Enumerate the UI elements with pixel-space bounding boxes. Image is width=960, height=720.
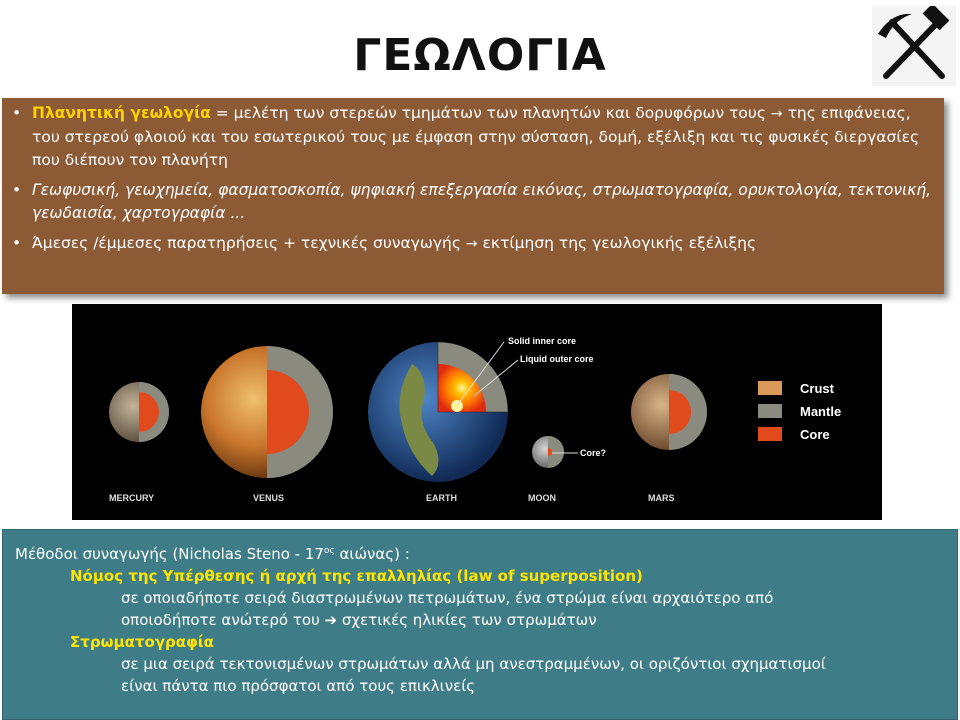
- legend-swatch-core: [758, 427, 782, 441]
- mercury-cutaway: [109, 382, 169, 442]
- methods-heading: Μέθοδοι συναγωγής (Nicholas Steno - $17^{o\varsigma}$ αιώνας) :: [15, 545, 410, 563]
- earth-cutaway: [368, 342, 508, 482]
- legend-core: Core: [800, 427, 830, 442]
- legend-crust: Crust: [800, 381, 834, 396]
- label-inner-core: Solid inner core: [508, 336, 577, 346]
- moon-cutaway: [532, 436, 564, 468]
- arrow-right-icon: →: [465, 236, 478, 252]
- venus-cutaway: [201, 346, 333, 478]
- strat-title: Στρωματογραφία: [70, 633, 214, 651]
- law-text-2: οποιοδήποτε ανώτερό του ➔ σχετικές ηλικίες των στρωμάτων: [121, 611, 597, 629]
- law-title: Νόμος της Υπέρθεσης ή αρχή της επαλληλίας (law of superposition): [70, 567, 643, 585]
- bullet-observations: • Άμεσες /έμμεσες παρατηρήσεις + τεχνικές συναγωγής → εκτίμηση της γεωλογικής εξέλιξης: [12, 234, 757, 252]
- label-mars: MARS: [648, 493, 675, 503]
- bullet-disciplines: • Γεωφυσική, γεωχημεία, φασματοσκοπία, ψηφιακή επεξεργασία εικόνας, στρωματογραφία, ορυκτολογία, τεκτονική, γεωδαισία, χαρτογραφία ...: [12, 181, 932, 222]
- arrow-right-icon: →: [770, 106, 783, 122]
- label-earth: EARTH: [426, 493, 457, 503]
- label-moon: MOON: [528, 493, 556, 503]
- methods-box: [2, 529, 958, 720]
- planetary-geology-box: [2, 98, 944, 294]
- label-mercury: MERCURY: [109, 493, 155, 503]
- label-outer-core: Liquid outer core: [520, 354, 594, 364]
- bold-arrow-right-icon: ➔: [324, 611, 338, 629]
- label-venus: VENUS: [253, 493, 285, 503]
- mars-cutaway: [631, 374, 707, 450]
- legend-swatch-crust: [758, 381, 782, 395]
- law-text-1: σε οποιαδήποτε σειρά διαστρωμένων πετρωμάτων, ένα στρώμα είναι αρχαιότερο από: [121, 589, 774, 607]
- bullet-definition: • Πλανητική γεωλογία = μελέτη των στερεών τμημάτων των πλανητών και δορυφόρων τους → της επιφάνειας, του στερεού φλοιού και του εσωτερικού τους με έμφαση στην σύσταση, δομή, εξέλιξη και τις φυσικές διεργασίες που διέπουν τον πλανήτη: [12, 104, 920, 169]
- crossed-hammer-pickaxe-icon: [872, 6, 956, 86]
- strat-text-2: είναι πάντα πιο πρόσφατοι από τους επικλινείς: [121, 677, 476, 695]
- strat-text-1: σε μια σειρά τεκτονισμένων στρωμάτων αλλά μη ανεστραμμένων, οι οριζόντιοι σχηματισμοί: [121, 655, 826, 673]
- slide-title: ΓΕΩΛΟΓΙΑ: [353, 30, 607, 81]
- planet-interiors-figure: [72, 304, 882, 520]
- legend-mantle: Mantle: [800, 404, 842, 419]
- highlight-planetary-geology: Πλανητική γεωλογία: [32, 104, 211, 122]
- legend-swatch-mantle: [758, 404, 782, 418]
- label-moon-core: Core?: [580, 448, 607, 458]
